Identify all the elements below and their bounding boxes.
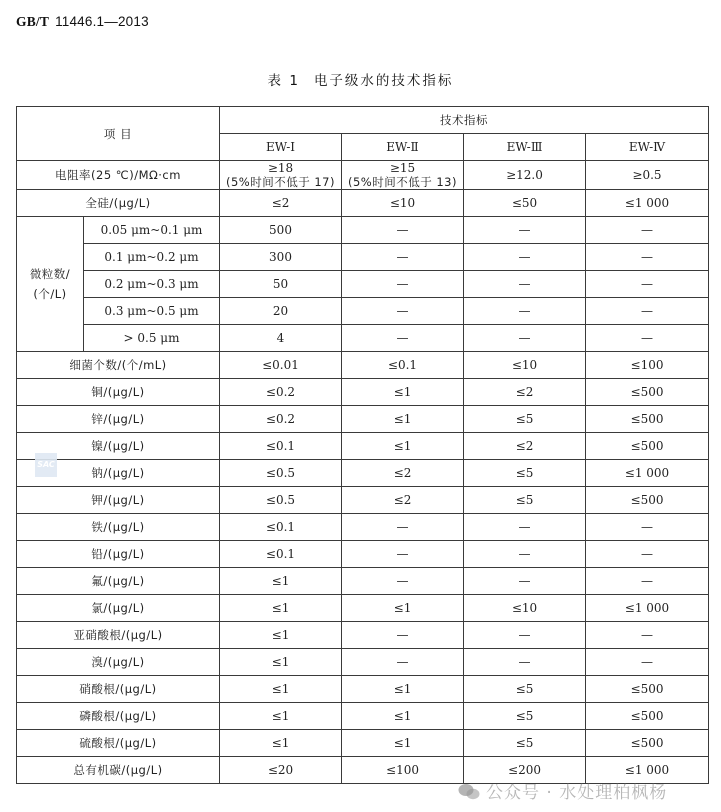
row-label: 电阻率(25 ℃)/MΩ·cm: [17, 161, 220, 190]
cell: ≤0.1: [220, 541, 342, 568]
watermark: [458, 778, 667, 803]
row-label: 铜/(μg/L): [17, 379, 220, 406]
cell: ≤0.5: [220, 460, 342, 487]
cell: —: [342, 514, 464, 541]
row-label: 铅/(μg/L): [17, 541, 220, 568]
cell: —: [464, 325, 586, 352]
cell: —: [342, 298, 464, 325]
cell: ≤1: [342, 433, 464, 460]
cell: —: [464, 568, 586, 595]
particles-label-line1: 微粒数/: [29, 267, 71, 281]
cell: ≤1: [220, 568, 342, 595]
cell: ≤2: [342, 460, 464, 487]
cell: ≤5: [464, 676, 586, 703]
particle-range: > 0.5 μm: [84, 325, 220, 352]
watermark-text: 公众号 · 水处理柏枫杨: [486, 783, 668, 803]
row-label: 钾/(μg/L): [17, 487, 220, 514]
cell: ≤2: [464, 433, 586, 460]
cell: ≤0.01: [220, 352, 342, 379]
cell: ≤500: [586, 406, 709, 433]
spec-table: [16, 106, 709, 784]
table-row-particles: [17, 244, 709, 271]
cell: ≥0.5: [586, 161, 709, 190]
table-row: [17, 541, 709, 568]
row-label: 氯/(μg/L): [17, 595, 220, 622]
sac-logo-icon: SAC: [35, 453, 57, 477]
cell: ≤1: [220, 622, 342, 649]
cell: ≤1: [342, 595, 464, 622]
cell: 4: [220, 325, 342, 352]
cell: ≤500: [586, 487, 709, 514]
cell: ≤5: [464, 406, 586, 433]
header-item: 项 目: [17, 107, 220, 161]
cell: ≤5: [464, 730, 586, 757]
cell: 20: [220, 298, 342, 325]
table-row: [17, 433, 709, 460]
cell: —: [586, 514, 709, 541]
row-label: 铁/(μg/L): [17, 514, 220, 541]
cell: ≤50: [464, 190, 586, 217]
cell: —: [464, 298, 586, 325]
cell: 50: [220, 271, 342, 298]
row-label: 亚硝酸根/(μg/L): [17, 622, 220, 649]
header-row-group: [17, 107, 709, 134]
cell: —: [586, 217, 709, 244]
cell: ≤0.1: [220, 433, 342, 460]
cell: 500: [220, 217, 342, 244]
cell: —: [342, 271, 464, 298]
table-row: [17, 730, 709, 757]
cell: [342, 161, 464, 190]
table-title: 电子级水的技术指标: [313, 73, 454, 89]
row-label: 硫酸根/(μg/L): [17, 730, 220, 757]
row-label: 镍/(μg/L): [17, 433, 220, 460]
row-label: 锌/(μg/L): [17, 406, 220, 433]
cell-note: (5%时间不低于 17): [225, 175, 335, 189]
cell: ≤500: [586, 433, 709, 460]
row-label: 钠/(μg/L): [17, 460, 220, 487]
table-label: 表 1: [267, 73, 300, 89]
particle-range: 0.2 μm~0.3 μm: [84, 271, 220, 298]
cell: —: [342, 217, 464, 244]
table-caption: [0, 69, 721, 89]
header-grade-ew3: EW-Ⅲ: [464, 134, 586, 161]
table-row: [17, 514, 709, 541]
particle-range: 0.05 μm~0.1 μm: [84, 217, 220, 244]
cell: —: [464, 217, 586, 244]
particle-range: 0.3 μm~0.5 μm: [84, 298, 220, 325]
cell: 300: [220, 244, 342, 271]
cell-note: (5%时间不低于 13): [347, 175, 457, 189]
cell: ≤1: [342, 379, 464, 406]
table-row: [17, 379, 709, 406]
table-row-particles: [17, 217, 709, 244]
cell: —: [586, 298, 709, 325]
cell: ≤5: [464, 460, 586, 487]
row-label: 总有机碳/(μg/L): [17, 757, 220, 784]
row-label: 磷酸根/(μg/L): [17, 703, 220, 730]
header-grade-ew2: EW-Ⅱ: [342, 134, 464, 161]
cell: ≤500: [586, 379, 709, 406]
cell: —: [586, 568, 709, 595]
table-row: [17, 406, 709, 433]
cell: —: [586, 271, 709, 298]
table-row-silica: [17, 190, 709, 217]
header-grade-ew4: EW-Ⅳ: [586, 134, 709, 161]
table-row-resistivity: [17, 161, 709, 190]
cell: —: [586, 244, 709, 271]
cell: ≤1: [342, 406, 464, 433]
cell: ≤10: [464, 595, 586, 622]
cell: ≤0.1: [220, 514, 342, 541]
cell: ≤1: [220, 703, 342, 730]
cell: —: [342, 568, 464, 595]
table-row: [17, 676, 709, 703]
cell: ≤100: [586, 352, 709, 379]
cell: —: [464, 649, 586, 676]
cell: —: [586, 622, 709, 649]
cell: ≤1: [220, 730, 342, 757]
row-label: 全硅/(μg/L): [17, 190, 220, 217]
standard-code: [16, 14, 149, 30]
table-row: [17, 622, 709, 649]
table-row: [17, 352, 709, 379]
row-label: 溴/(μg/L): [17, 649, 220, 676]
cell: —: [586, 325, 709, 352]
cell: ≤1 000: [586, 595, 709, 622]
cell: ≤1: [220, 595, 342, 622]
cell: ≤10: [464, 352, 586, 379]
cell: ≤500: [586, 730, 709, 757]
cell: ≤500: [586, 676, 709, 703]
row-label: 氟/(μg/L): [17, 568, 220, 595]
cell: ≤0.2: [220, 406, 342, 433]
cell: ≤100: [342, 757, 464, 784]
table-row: [17, 460, 709, 487]
cell: —: [464, 271, 586, 298]
particles-label-line2: (个/L): [33, 287, 67, 301]
cell: ≤1 000: [586, 757, 709, 784]
cell: ≤20: [220, 757, 342, 784]
cell: ≤1 000: [586, 460, 709, 487]
cell: —: [464, 514, 586, 541]
particles-group-label: [17, 217, 84, 352]
cell: ≤1: [342, 730, 464, 757]
cell: —: [342, 244, 464, 271]
cell: ≤0.5: [220, 487, 342, 514]
cell: ≤500: [586, 703, 709, 730]
indicator-rows: [17, 352, 709, 784]
particle-range: 0.1 μm~0.2 μm: [84, 244, 220, 271]
header-grade-ew1: EW-Ⅰ: [220, 134, 342, 161]
cell: —: [586, 649, 709, 676]
cell: ≤0.2: [220, 379, 342, 406]
cell: —: [464, 622, 586, 649]
cell: ≤0.1: [342, 352, 464, 379]
table-row: [17, 487, 709, 514]
table-row-particles: [17, 271, 709, 298]
cell: [220, 161, 342, 190]
cell: —: [464, 541, 586, 568]
cell: —: [586, 541, 709, 568]
cell: ≤1: [220, 676, 342, 703]
cell: —: [342, 622, 464, 649]
cell: —: [464, 244, 586, 271]
cell: ≤1 000: [586, 190, 709, 217]
cell: ≤5: [464, 487, 586, 514]
table-row-particles: [17, 325, 709, 352]
table-row: [17, 703, 709, 730]
cell: ≤2: [220, 190, 342, 217]
table-row: [17, 568, 709, 595]
cell: —: [342, 325, 464, 352]
table-row: [17, 595, 709, 622]
cell: ≤2: [342, 487, 464, 514]
wechat-icon: [458, 783, 480, 801]
row-label: 硝酸根/(μg/L): [17, 676, 220, 703]
cell: ≤1: [220, 649, 342, 676]
table-row: [17, 649, 709, 676]
cell-main: ≥15: [389, 161, 416, 175]
cell: —: [342, 541, 464, 568]
cell: ≤1: [342, 676, 464, 703]
cell: ≤2: [464, 379, 586, 406]
table-row-particles: [17, 298, 709, 325]
standard-prefix: GB/T: [16, 14, 50, 29]
cell: ≤10: [342, 190, 464, 217]
cell: —: [342, 649, 464, 676]
cell: ≤1: [342, 703, 464, 730]
cell: ≤5: [464, 703, 586, 730]
header-technical-indicators: 技术指标: [220, 107, 709, 134]
standard-number: 11446.1—2013: [55, 14, 149, 29]
cell: ≤200: [464, 757, 586, 784]
cell: ≥12.0: [464, 161, 586, 190]
row-label: 细菌个数/(个/mL): [17, 352, 220, 379]
cell-main: ≥18: [267, 161, 294, 175]
